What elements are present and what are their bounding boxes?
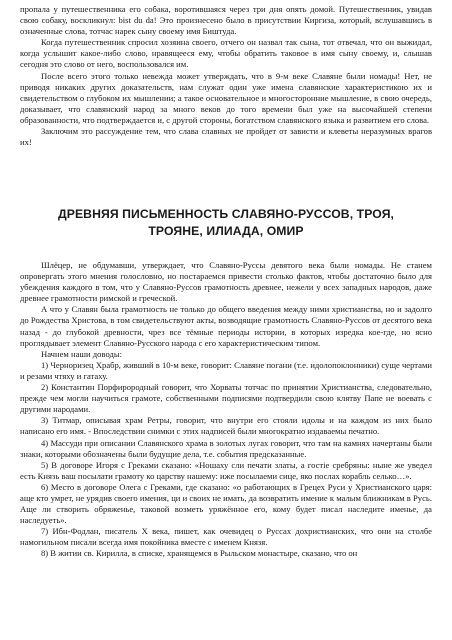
previous-section-text [20,4,432,180]
paragraph: Когда путешественник спросил хозяина своего, отчего он назвал так сына, тот отвечал, что он выжидал, когда услышит какое-либо слово, нравящееся ему, чтобы обратить таковое в имя сыну своему, и, слышав сегодня это слово от него, воспользовался им. [20,37,432,70]
paragraph: Начнем наши доводы: [41,348,123,359]
list-item: 2) Константин Порфирородный говорит, что Хорваты тотчас по принятии Христианства, следовательно, прежде чем могли научиться грамоте, собственными подписями подтвердили свою клятву Папе не воевать с другими народами. [20,382,432,415]
paragraph: Шлёцер, не обдумавши, утверждает, что Славяно-Руссы девятого века были номады. Не станем опровергать этого мнения голословно, но постараемся привести столько фактов, чтобы достаточно было для убеждения каждого в том, что у Славяно-Руссов грамотность древнее, нежели у всех западных народов, даже древнее грамотности римской и греческой. [20,260,432,304]
paragraph: Заключим это рассуждение тем, что слава славных не пройдет от зависти и клеветы неразумных врагов их! [20,126,432,148]
list-item: 1) Черноризец Храбр, живший в 10-м веке, говорит: Славяне погани (т.е. идолопоклонники) суще чертами и резами чтяху и гатаху. [20,359,432,381]
paragraph: После всего этого только невежда может утверждать, что в 9-м веке Славяне были номады! Нет, не приводя никаких других доказательств, нам служат один уже имена славянские характеристикою их и свидетельством о глубоком их мышлении; а такое основательное и многосторонние мышление, в свою очередь, доказывает, что славянский народ за много веков до того времени был уже на высочайшей степени образованности, что подтверждается и, с другой стороны, богатством славянского языка и развитием его слова. [20,70,432,125]
paragraph: пропала у путешественника его собака, воротившаяся через три дня опять домой. Путешественник, увидав свою собаку, воскликнул: bist du da! Это произнесено было в присутствии Киргиза, который, вслушавшись в означенные слова, тотчас нарек сыну своему имя Биштуда. [20,4,432,37]
list-item: 8) В житии св. Кирилла, в списке, хранящемся в Рыльском монастыре, сказано, что он [41,548,358,559]
chapter-body [20,260,432,560]
paragraph: А что у Славян была грамотность не только до общего введения между ними христианства, но и задолго до Рождества Христова, в том свидетельствуют акты, возводящие грамотность Славяно-Руссов от десятого века назад - до глубокой древности, чрез все тёмные периоды истории, в которых изредка кое-где, но ясно проглядывает элемент Славяно-Русского народа с его характеристическим типом. [20,304,432,348]
chapter-title: ДРЕВНЯЯ ПИСЬМЕННОСТЬ СЛАВЯНО-РУССОВ, ТРОЯ, ТРОЯНЕ, ИЛИАДА, ОМИР [57,207,395,238]
list-item: 7) Ибн-Фодлан, писатель X века, пишет, как очевидец о Руссах дохристианских, что они на столбе намогильном писали всегда имя покойника вместе с именем Князя. [20,526,432,548]
list-item: 6) Место в договоре Олега с Греками, где сказано: «о работающих в Грецех Руси у Христианского царя: аще кто умрет, не урядив своего имения, ци и своих не имать, да возвратить имение к малым ближникам в Русь. Аще ли створить обряженье, таковой возметь уряжённое его, кому будет писал наследите именье, да наследуеть». [20,481,432,526]
numbered-list [20,360,432,560]
list-item: 3) Титмар, описывая храм Ретры, говорит, что внутри его стояли идолы и на каждом из них было написано его имя. - Впоследствии снимки с этих надписей были многократно издаваемы печатно. [20,415,432,437]
list-item: 5) В договоре Игоря с Греками сказано: «Ношаху сли печати златы, а гостiе сребряны: ныне же уведел есть Князь ваш посылати грамоту ко царству нашему: иже посылаеми сице, яко послах корабль селько…». [20,459,432,481]
list-item: 4) Массуди при описании Славянского храма в золотых лугах говорит, что там на камнях начертаны были знаки, которыми обозначены были будущие дела, т.е. события предсказанные. [20,437,432,459]
